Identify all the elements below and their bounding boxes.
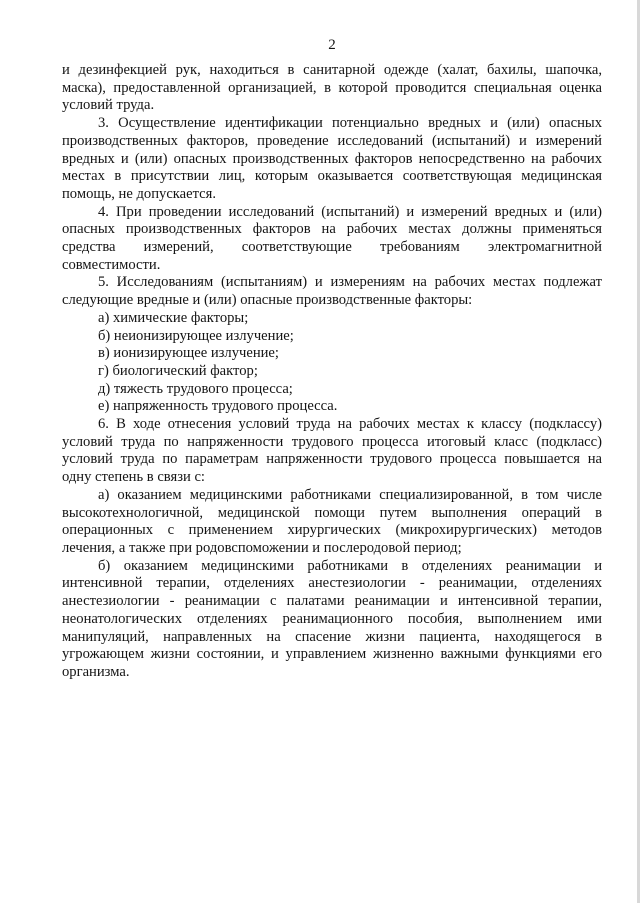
paragraph-item-6: 6. В ходе отнесения условий труда на рабочих местах к классу (подклассу) условий труда по напряженности трудового процесса итоговый класс (подкласс) условий труда по параметрам напряженности трудового процесса повышается на одну степень в связи с: (62, 416, 602, 486)
page-number: 2 (328, 37, 336, 53)
paragraph-continuation: и дезинфекцией рук, находиться в санитарной одежде (халат, бахилы, шапочка, маска), предоставленной организацией, в которой проводится специальная оценка условий труда. (62, 62, 602, 114)
list-item: г) биологический фактор; (98, 362, 258, 379)
list-item: д) тяжесть трудового процесса; (98, 380, 293, 397)
document-page (62, 36, 602, 682)
factors-list (62, 310, 602, 416)
list-item: в) ионизирующее излучение; (98, 345, 279, 362)
paragraph-item-3: 3. Осуществление идентификации потенциально вредных и (или) опасных производственных факторов, проведение исследований (испытаний) и измерений вредных и (или) опасных производственных факторов непосредственно на рабочих местах в присутствии лиц, которым оказывается соответствующая медицинская помощь, не допускается. (62, 115, 602, 202)
paragraph-item-6b: б) оказанием медицинскими работниками в отделениях реанимации и интенсивной терапии, отделениях анестезиологии - реанимации, отделениях анестезиологии - реанимации с палатами реанимации и интенсивной терапии, неонатологических отделениях реанимационного пособия, выполнением ими манипуляций, направленных на спасение жизни пациента, находящегося в угрожающем жизни состоянии, и управлением жизненно важными функциями его организма. (62, 557, 602, 680)
paragraph-item-6a: а) оказанием медицинскими работниками специализированной, в том числе высокотехнологичной, медицинской помощи путем выполнения операций в операционных с применением хирургических (микрохирургических) методов лечения, а также при родовспоможении и послеродовой период; (62, 486, 602, 556)
list-item: а) химические факторы; (98, 309, 249, 326)
list-item: е) напряженность трудового процесса. (98, 398, 338, 415)
paragraph-item-5: 5. Исследованиям (испытаниям) и измерениям на рабочих местах подлежат следующие вредные и (или) опасные производственные факторы: (62, 274, 602, 309)
list-item: б) неионизирующее излучение; (98, 327, 294, 344)
paragraph-item-4: 4. При проведении исследований (испытаний) и измерений вредных и (или) опасных производственных факторов на рабочих местах должны применяться средства измерений, соответствующие требованиям электромагнитной совместимости. (62, 203, 602, 273)
